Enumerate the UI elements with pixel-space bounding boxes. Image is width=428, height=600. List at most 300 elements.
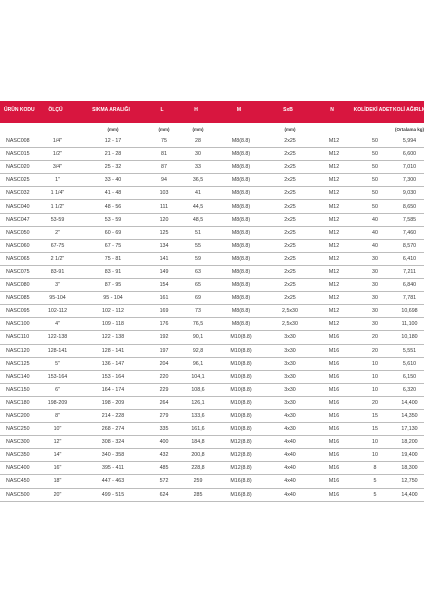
cell-n: M16 xyxy=(328,334,340,341)
cell-h: 69 xyxy=(195,295,201,302)
cell-n: M16 xyxy=(328,465,340,472)
cell-product-code: NASC125 xyxy=(6,360,30,367)
cell-product-code: NASC047 xyxy=(6,216,30,223)
cell-n: M12 xyxy=(328,268,340,275)
cell-n: M16 xyxy=(328,478,340,485)
cell-clamp-range: 60 - 69 xyxy=(104,229,122,236)
cell-clamp-range: 95 - 104 xyxy=(103,295,123,302)
table-row xyxy=(0,410,424,423)
cell-sxb: 4x30 xyxy=(284,413,296,420)
cell-product-code: NASC020 xyxy=(6,164,30,171)
cell-m: M8(8.8) xyxy=(231,255,251,262)
cell-sxb: 2x25 xyxy=(284,203,296,210)
cell-box-weight: 14,400 xyxy=(401,399,418,406)
header-size: ÖLÇÜ xyxy=(48,107,63,113)
cell-h: 30 xyxy=(195,151,201,158)
cell-size: 102-112 xyxy=(47,308,68,315)
cell-clamp-range: 12 - 17 xyxy=(104,138,122,145)
cell-n: M12 xyxy=(328,321,340,328)
table-row xyxy=(0,436,424,449)
cell-size: 10" xyxy=(53,426,62,433)
cell-clamp-range: 164 - 174 xyxy=(101,386,125,393)
cell-h: 259 xyxy=(193,478,203,485)
cell-box-quantity: 50 xyxy=(372,164,378,171)
cell-box-weight: 7,211 xyxy=(403,268,416,275)
cell-h: 184,8 xyxy=(191,439,205,446)
cell-box-quantity: 40 xyxy=(372,216,378,223)
cell-l: 87 xyxy=(161,164,167,171)
cell-m: M10(8.8) xyxy=(230,413,252,420)
cell-box-weight: 17,130 xyxy=(401,426,418,433)
cell-clamp-range: 33 - 40 xyxy=(104,177,122,184)
cell-clamp-range: 21 - 28 xyxy=(104,151,122,158)
cell-sxb: 2,5x30 xyxy=(282,308,298,315)
cell-size: 83-91 xyxy=(50,268,65,275)
cell-m: M12(8.8) xyxy=(230,439,252,446)
cell-sxb: 2x25 xyxy=(284,268,296,275)
unit-h: (mm) xyxy=(192,126,204,132)
cell-clamp-range: 214 - 228 xyxy=(101,413,125,420)
cell-n: M12 xyxy=(328,242,340,249)
cell-box-weight: 14,350 xyxy=(401,413,418,420)
table-row xyxy=(0,331,424,344)
table-row xyxy=(0,227,424,240)
table-row xyxy=(0,397,424,410)
cell-size: 8" xyxy=(55,413,60,420)
cell-h: 92,8 xyxy=(192,347,204,354)
cell-size: 122-138 xyxy=(47,334,68,341)
cell-h: 48,5 xyxy=(192,216,204,223)
cell-clamp-range: 75 - 81 xyxy=(104,255,122,262)
cell-l: 134 xyxy=(159,242,169,249)
cell-sxb: 4x40 xyxy=(284,478,296,485)
cell-sxb: 2x25 xyxy=(284,255,296,262)
cell-box-weight: 6,150 xyxy=(402,373,417,380)
cell-l: 161 xyxy=(159,295,169,302)
cell-n: M16 xyxy=(328,360,340,367)
header-box-weight: KOLİ AĞIRLIĞI xyxy=(393,107,428,113)
cell-m: M8(8.8) xyxy=(231,177,251,184)
table-row xyxy=(0,266,424,279)
cell-box-weight: 7,300 xyxy=(402,177,417,184)
cell-h: 41 xyxy=(195,190,201,197)
cell-n: M16 xyxy=(328,491,340,498)
cell-size: 1" xyxy=(55,177,60,184)
cell-n: M16 xyxy=(328,439,340,446)
cell-box-weight: 8,570 xyxy=(402,242,417,249)
cell-sxb: 3x30 xyxy=(284,373,296,380)
table-row xyxy=(0,187,424,200)
cell-clamp-range: 53 - 59 xyxy=(104,216,122,223)
cell-clamp-range: 268 - 274 xyxy=(101,426,125,433)
cell-box-quantity: 50 xyxy=(372,190,378,197)
cell-product-code: NASC400 xyxy=(6,465,30,472)
cell-sxb: 4x40 xyxy=(284,452,296,459)
table-row xyxy=(0,161,424,174)
cell-h: 133,6 xyxy=(191,413,205,420)
table-row xyxy=(0,449,424,462)
cell-h: 200,8 xyxy=(191,452,205,459)
cell-l: 154 xyxy=(159,282,169,289)
cell-size: 1/4" xyxy=(52,138,63,145)
cell-n: M12 xyxy=(328,177,340,184)
cell-n: M12 xyxy=(328,282,340,289)
unit-box-weight: (Ortalama kg) xyxy=(395,126,425,132)
cell-sxb: 2x25 xyxy=(284,216,296,223)
cell-clamp-range: 25 - 32 xyxy=(104,164,122,171)
cell-m: M8(8.8) xyxy=(231,242,251,249)
cell-box-quantity: 10 xyxy=(372,439,378,446)
cell-h: 108,6 xyxy=(191,386,205,393)
cell-size: 53-59 xyxy=(50,216,65,223)
cell-n: M16 xyxy=(328,452,340,459)
cell-clamp-range: 102 - 112 xyxy=(102,308,124,315)
cell-product-code: NASC032 xyxy=(6,190,30,197)
cell-sxb: 3x30 xyxy=(284,360,296,367)
cell-sxb: 2x25 xyxy=(284,138,296,145)
cell-box-quantity: 40 xyxy=(372,242,378,249)
cell-size: 5" xyxy=(55,360,60,367)
cell-h: 59 xyxy=(195,255,201,262)
cell-m: M12(8.8) xyxy=(230,465,252,472)
cell-clamp-range: 499 - 515 xyxy=(101,491,125,498)
cell-box-quantity: 10 xyxy=(372,373,378,380)
cell-product-code: NASC180 xyxy=(6,399,30,406)
cell-clamp-range: 153 - 164 xyxy=(101,373,125,380)
cell-box-quantity: 30 xyxy=(372,255,378,262)
cell-box-quantity: 20 xyxy=(372,347,378,354)
cell-product-code: NASC008 xyxy=(6,138,30,145)
cell-size: 20" xyxy=(53,491,62,498)
cell-l: 176 xyxy=(159,321,169,328)
cell-h: 104,1 xyxy=(191,373,205,380)
cell-h: 36,5 xyxy=(192,177,204,184)
cell-size: 4" xyxy=(55,321,60,328)
cell-size: 198-209 xyxy=(47,399,68,406)
table-row xyxy=(0,384,424,397)
cell-m: M8(8.8) xyxy=(231,138,251,145)
cell-product-code: NASC350 xyxy=(6,452,30,459)
cell-sxb: 4x40 xyxy=(284,491,296,498)
header-product-code: ÜRÜN KODU xyxy=(4,107,35,113)
cell-size: 18" xyxy=(53,478,62,485)
cell-size: 67-75 xyxy=(50,242,65,249)
cell-size: 95-104 xyxy=(49,295,66,302)
table-row xyxy=(0,489,424,502)
cell-m: M8(8.8) xyxy=(231,321,251,328)
cell-box-weight: 6,600 xyxy=(402,151,417,158)
cell-product-code: NASC065 xyxy=(6,255,30,262)
cell-m: M10(8.8) xyxy=(230,399,252,406)
cell-h: 161,6 xyxy=(191,426,205,433)
cell-l: 432 xyxy=(159,452,169,459)
cell-n: M12 xyxy=(328,295,340,302)
cell-box-quantity: 15 xyxy=(372,413,378,420)
cell-h: 285 xyxy=(193,491,203,498)
cell-product-code: NASC110 xyxy=(6,334,30,341)
cell-h: 51 xyxy=(195,229,201,236)
cell-box-quantity: 8 xyxy=(373,465,377,472)
cell-box-weight: 18,300 xyxy=(401,465,418,472)
cell-n: M16 xyxy=(328,347,340,354)
unit-clamp-range: (mm) xyxy=(107,126,119,132)
cell-box-weight: 7,460 xyxy=(402,229,417,236)
cell-box-quantity: 30 xyxy=(372,295,378,302)
cell-box-quantity: 15 xyxy=(372,426,378,433)
cell-m: M10(8.8) xyxy=(230,426,252,433)
cell-sxb: 2x25 xyxy=(284,190,296,197)
table-row xyxy=(0,475,424,488)
cell-box-quantity: 30 xyxy=(372,308,378,315)
cell-size: 1 1/2" xyxy=(50,203,65,210)
cell-l: 197 xyxy=(159,347,169,354)
cell-box-quantity: 20 xyxy=(372,334,378,341)
cell-sxb: 4x40 xyxy=(284,439,296,446)
cell-l: 279 xyxy=(159,413,169,420)
cell-n: M12 xyxy=(328,255,340,262)
cell-n: M16 xyxy=(328,399,340,406)
cell-box-quantity: 5 xyxy=(373,478,377,485)
cell-l: 81 xyxy=(161,151,167,158)
cell-l: 400 xyxy=(159,439,169,446)
cell-n: M12 xyxy=(328,216,340,223)
cell-box-quantity: 30 xyxy=(372,321,378,328)
cell-product-code: NASC080 xyxy=(6,282,30,289)
cell-box-quantity: 40 xyxy=(372,229,378,236)
cell-h: 126,1 xyxy=(191,399,205,406)
cell-n: M16 xyxy=(328,386,340,393)
cell-l: 120 xyxy=(159,216,169,223)
cell-m: M16(8.8) xyxy=(230,491,252,498)
cell-m: M8(8.8) xyxy=(231,203,251,210)
cell-sxb: 2x25 xyxy=(284,177,296,184)
cell-sxb: 3x30 xyxy=(284,386,296,393)
cell-h: 28 xyxy=(195,138,201,145)
cell-h: 90,1 xyxy=(192,334,204,341)
cell-box-weight: 10,698 xyxy=(401,308,418,315)
cell-m: M8(8.8) xyxy=(231,164,251,171)
cell-box-weight: 5,610 xyxy=(402,360,417,367)
cell-sxb: 2x25 xyxy=(284,151,296,158)
cell-clamp-range: 308 - 324 xyxy=(101,439,125,446)
cell-m: M16(8.8) xyxy=(230,478,252,485)
cell-sxb: 3x30 xyxy=(284,347,296,354)
cell-box-quantity: 50 xyxy=(372,177,378,184)
header-l: L xyxy=(160,107,164,113)
cell-size: 12" xyxy=(53,439,62,446)
cell-size: 1 1/4" xyxy=(50,190,65,197)
cell-size: 2 1/2" xyxy=(50,255,65,262)
table-row xyxy=(0,371,424,384)
cell-box-weight: 10,180 xyxy=(401,334,418,341)
cell-box-quantity: 10 xyxy=(372,360,378,367)
cell-m: M10(8.8) xyxy=(230,347,252,354)
cell-clamp-range: 48 - 56 xyxy=(104,203,122,210)
cell-box-weight: 7,781 xyxy=(402,295,417,302)
cell-size: 128-141 xyxy=(47,347,68,354)
cell-size: 16" xyxy=(53,465,62,472)
cell-n: M12 xyxy=(328,203,340,210)
cell-box-weight: 19,400 xyxy=(401,452,418,459)
cell-clamp-range: 83 - 91 xyxy=(104,268,122,275)
cell-clamp-range: 128 - 141 xyxy=(101,347,125,354)
cell-l: 149 xyxy=(159,268,169,275)
cell-box-weight: 8,650 xyxy=(402,203,417,210)
unit-l: (mm) xyxy=(158,126,170,132)
cell-clamp-range: 340 - 358 xyxy=(101,452,125,459)
cell-h: 63 xyxy=(195,268,201,275)
cell-l: 264 xyxy=(159,399,169,406)
cell-l: 624 xyxy=(159,491,169,498)
cell-product-code: NASC040 xyxy=(6,203,30,210)
cell-box-quantity: 50 xyxy=(372,151,378,158)
cell-box-quantity: 10 xyxy=(372,452,378,459)
cell-clamp-range: 447 - 463 xyxy=(101,478,125,485)
cell-l: 220 xyxy=(159,373,169,380)
cell-sxb: 2x25 xyxy=(284,242,296,249)
cell-sxb: 2x25 xyxy=(284,282,296,289)
cell-l: 75 xyxy=(161,138,167,145)
cell-l: 229 xyxy=(159,386,169,393)
cell-box-weight: 6,840 xyxy=(402,282,417,289)
table-row xyxy=(0,148,424,161)
cell-box-weight: 7,010 xyxy=(402,164,417,171)
cell-box-weight: 6,320 xyxy=(402,386,417,393)
cell-product-code: NASC015 xyxy=(6,151,30,158)
cell-h: 96,1 xyxy=(192,360,204,367)
cell-box-weight: 7,585 xyxy=(402,216,417,223)
cell-product-code: NASC450 xyxy=(6,478,30,485)
cell-box-weight: 18,200 xyxy=(401,439,418,446)
cell-box-quantity: 50 xyxy=(372,138,378,145)
table-row xyxy=(0,423,424,436)
table-row xyxy=(0,292,424,305)
cell-sxb: 3x30 xyxy=(284,399,296,406)
cell-size: 3/4" xyxy=(52,164,63,171)
table-row xyxy=(0,174,424,187)
cell-n: M16 xyxy=(328,373,340,380)
cell-m: M8(8.8) xyxy=(231,295,251,302)
cell-product-code: NASC075 xyxy=(6,268,30,275)
cell-clamp-range: 395 - 411 xyxy=(102,465,124,472)
table-row xyxy=(0,240,424,253)
cell-box-quantity: 5 xyxy=(373,491,377,498)
header-sxb: SxB xyxy=(283,107,293,113)
cell-clamp-range: 136 - 147 xyxy=(101,360,125,367)
cell-n: M12 xyxy=(328,308,340,315)
table-row xyxy=(0,200,424,213)
cell-l: 204 xyxy=(159,360,169,367)
cell-m: M8(8.8) xyxy=(231,229,251,236)
cell-n: M12 xyxy=(328,164,340,171)
cell-l: 335 xyxy=(159,426,169,433)
product-spec-table xyxy=(0,101,428,502)
cell-box-quantity: 30 xyxy=(372,268,378,275)
cell-n: M12 xyxy=(328,229,340,236)
cell-m: M8(8.8) xyxy=(231,308,251,315)
header-clamp-range: SIKMA ARALIĞI xyxy=(92,107,130,113)
cell-box-weight: 5,551 xyxy=(402,347,417,354)
table-row xyxy=(0,279,424,292)
cell-n: M16 xyxy=(328,413,340,420)
cell-box-quantity: 20 xyxy=(372,399,378,406)
cell-l: 125 xyxy=(159,229,169,236)
header-h: H xyxy=(194,107,198,113)
cell-m: M10(8.8) xyxy=(230,334,252,341)
cell-box-weight: 5,994 xyxy=(402,138,417,145)
units-row xyxy=(0,123,424,135)
table-row xyxy=(0,214,424,227)
cell-l: 169 xyxy=(159,308,169,315)
cell-h: 65 xyxy=(195,282,201,289)
cell-product-code: NASC250 xyxy=(6,426,30,433)
cell-product-code: NASC140 xyxy=(6,373,30,380)
cell-m: M12(8.8) xyxy=(230,452,252,459)
cell-h: 44,5 xyxy=(192,203,204,210)
header-m: M xyxy=(236,107,242,113)
cell-l: 103 xyxy=(159,190,169,197)
table-row xyxy=(0,462,424,475)
cell-sxb: 2x25 xyxy=(284,164,296,171)
unit-sxb: (mm) xyxy=(284,126,296,132)
table-row xyxy=(0,345,424,358)
cell-box-quantity: 30 xyxy=(372,282,378,289)
cell-n: M16 xyxy=(328,426,340,433)
cell-m: M10(8.8) xyxy=(230,386,252,393)
table-row xyxy=(0,305,424,318)
cell-box-weight: 14,400 xyxy=(401,491,418,498)
cell-product-code: NASC100 xyxy=(6,321,30,328)
cell-size: 2" xyxy=(55,229,60,236)
cell-n: M12 xyxy=(328,151,340,158)
cell-product-code: NASC150 xyxy=(6,386,30,393)
cell-m: M8(8.8) xyxy=(231,216,251,223)
cell-n: M12 xyxy=(328,190,340,197)
table-row xyxy=(0,135,424,148)
cell-product-code: NASC095 xyxy=(6,308,30,315)
cell-sxb: 2,5x30 xyxy=(282,321,298,328)
cell-clamp-range: 67 - 75 xyxy=(104,242,122,249)
cell-sxb: 4x30 xyxy=(284,426,296,433)
table-row xyxy=(0,318,424,331)
cell-sxb: 2x25 xyxy=(284,229,296,236)
cell-m: M10(8.8) xyxy=(230,360,252,367)
cell-size: 153-164 xyxy=(47,373,68,380)
cell-size: 14" xyxy=(53,452,62,459)
cell-product-code: NASC085 xyxy=(6,295,30,302)
cell-l: 485 xyxy=(159,465,169,472)
cell-sxb: 2x25 xyxy=(284,295,296,302)
table-header xyxy=(0,101,428,123)
cell-h: 228,8 xyxy=(191,465,205,472)
cell-product-code: NASC120 xyxy=(6,347,30,354)
cell-box-weight: 9,030 xyxy=(402,190,417,197)
cell-size: 1/2" xyxy=(52,151,63,158)
table-row xyxy=(0,253,424,266)
table-row xyxy=(0,358,424,371)
cell-m: M10(8.8) xyxy=(230,373,252,380)
cell-l: 141 xyxy=(159,255,169,262)
cell-product-code: NASC200 xyxy=(6,413,30,420)
cell-l: 192 xyxy=(159,334,169,341)
cell-l: 572 xyxy=(159,478,169,485)
cell-product-code: NASC025 xyxy=(6,177,30,184)
cell-m: M8(8.8) xyxy=(231,268,251,275)
cell-clamp-range: 198 - 209 xyxy=(101,399,125,406)
cell-h: 73 xyxy=(195,308,201,315)
cell-product-code: NASC060 xyxy=(6,242,30,249)
cell-product-code: NASC300 xyxy=(6,439,30,446)
